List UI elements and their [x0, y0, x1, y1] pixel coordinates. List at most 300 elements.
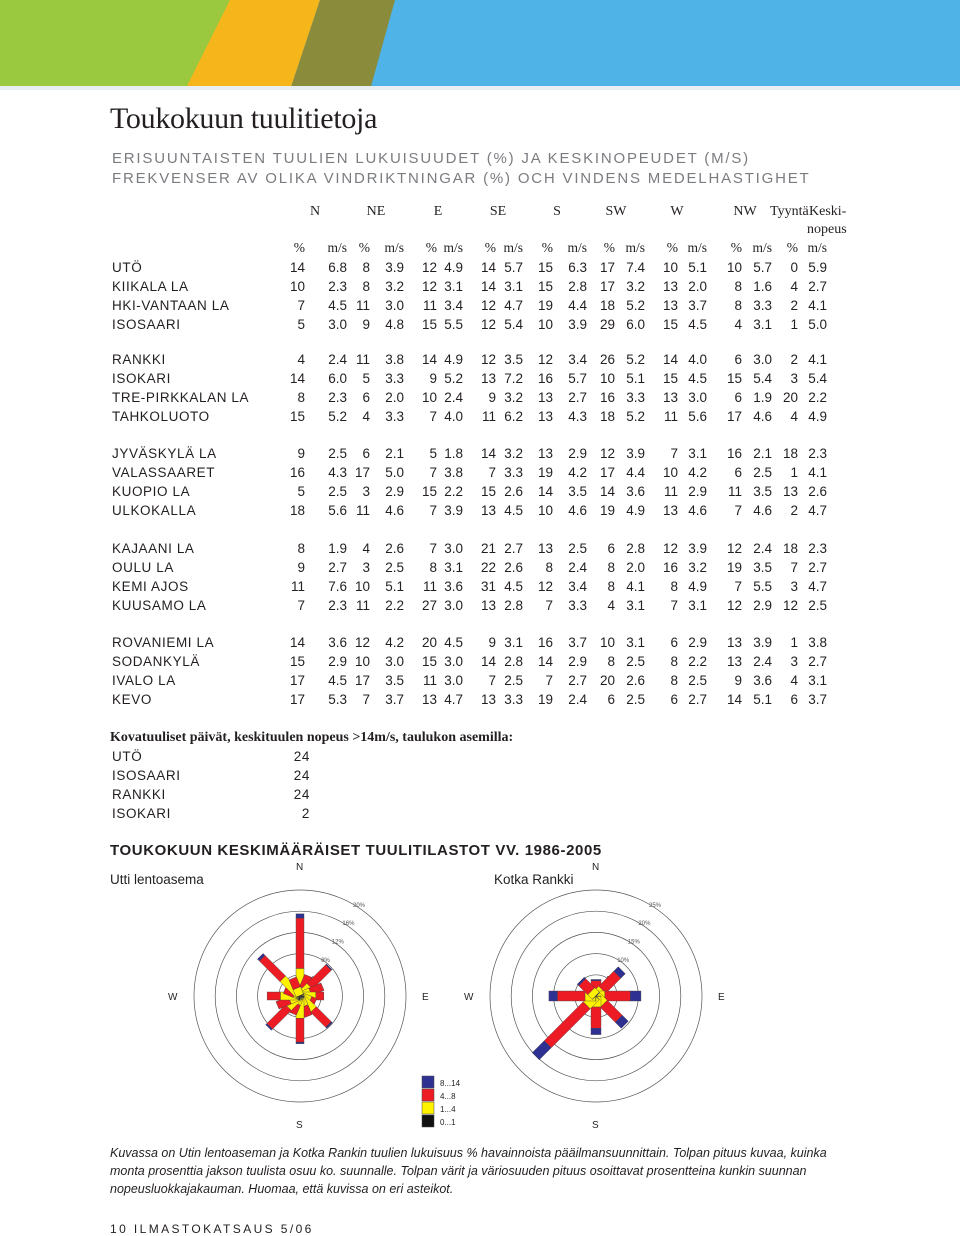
- table-cell: 8: [670, 579, 678, 594]
- table-cell: 3.8: [808, 635, 827, 650]
- storm-station: RANKKI: [112, 787, 166, 802]
- table-cell: 4: [790, 279, 798, 294]
- dir-header: W: [670, 204, 684, 219]
- table-cell: 2.5: [808, 598, 827, 613]
- table-cell: 13: [537, 541, 553, 556]
- table-cell: 18: [599, 409, 615, 424]
- table-cell: 19: [537, 692, 553, 707]
- table-cell: 13: [662, 390, 678, 405]
- table-cell: 3.9: [688, 541, 707, 556]
- table-cell: 26: [599, 352, 615, 367]
- table-cell: 5: [429, 446, 437, 461]
- table-cell: 2.5: [753, 465, 772, 480]
- table-cell: 4.9: [444, 260, 463, 275]
- table-cell: 1.9: [753, 390, 772, 405]
- compass-label: W: [168, 992, 178, 1003]
- table-cell: 5.1: [385, 579, 404, 594]
- table-cell: 6: [790, 692, 798, 707]
- table-cell: 4.4: [626, 465, 645, 480]
- table-row: [0, 484, 960, 503]
- table-cell: 6.8: [328, 260, 347, 275]
- station-name: OULU LA: [112, 560, 174, 575]
- table-row: [0, 673, 960, 692]
- table-cell: 8: [429, 560, 437, 575]
- table-cell: 12: [354, 635, 370, 650]
- station-name: KAJAANI LA: [112, 541, 195, 556]
- table-cell: 8: [670, 654, 678, 669]
- table-cell: 17: [289, 692, 305, 707]
- station-name: VALASSAARET: [112, 465, 216, 480]
- table-cell: 6.0: [626, 317, 645, 332]
- station-name: TAHKOLUOTO: [112, 409, 210, 424]
- table-cell: 17: [354, 673, 370, 688]
- station-name: KUUSAMO LA: [112, 598, 207, 613]
- table-cell: 3.6: [328, 635, 347, 650]
- table-cell: 16: [289, 465, 305, 480]
- table-cell: 13: [421, 692, 437, 707]
- table-cell: 7: [362, 692, 370, 707]
- table-row: [0, 654, 960, 673]
- unit-header: m/s: [807, 240, 827, 255]
- table-cell: 2.7: [568, 390, 587, 405]
- rose-title-kotka: Kotka Rankki: [494, 872, 574, 887]
- table-cell: 5.6: [688, 409, 707, 424]
- table-cell: 2.6: [808, 484, 827, 499]
- table-cell: 9: [488, 390, 496, 405]
- table-cell: 11: [355, 598, 370, 613]
- table-cell: 2.5: [626, 654, 645, 669]
- table-cell: 2: [790, 503, 798, 518]
- table-cell: 4.8: [385, 317, 404, 332]
- table-cell: 13: [537, 409, 553, 424]
- table-cell: 18: [599, 298, 615, 313]
- table-cell: 2.4: [568, 692, 587, 707]
- compass-label: W: [464, 992, 474, 1003]
- table-row: [0, 579, 960, 598]
- table-cell: 3.5: [504, 352, 523, 367]
- ring-label: 10%: [617, 958, 630, 965]
- table-cell: 13: [480, 692, 496, 707]
- table-cell: 10: [421, 390, 437, 405]
- table-cell: 10: [289, 279, 305, 294]
- figure-caption: Kuvassa on Utin lentoaseman ja Kotka Rankin tuulien lukuisuus % havainnoista pääilmansuunnittain. Tolpan pituus kuvaa, kuinka monta prosenttia jakson tuulista osuu ko. suunnalle. Tolpan värit ja väriosuuden pituus osoittavat prosentteina kunkin suunnan nopeusluokkajakauman. Huomaa, että kuvissa on eri asteikot.: [110, 1146, 827, 1196]
- table-cell: 2.4: [328, 352, 347, 367]
- subtitle-sv: FREKVENSER AV OLIKA VINDRIKTNINGAR (%) OCH VINDENS MEDELHASTIGHET: [112, 170, 811, 187]
- compass-label: S: [296, 1120, 303, 1131]
- table-cell: 4.2: [385, 635, 404, 650]
- table-cell: 2.7: [808, 654, 827, 669]
- rose-bar-4...8: [591, 1007, 601, 1028]
- ring-label: 12%: [331, 939, 344, 946]
- table-cell: 3.0: [385, 654, 404, 669]
- dir-header: Tyyntä: [770, 204, 809, 219]
- legend-swatch: [422, 1089, 434, 1101]
- table-cell: 21: [480, 541, 496, 556]
- table-cell: 12: [480, 317, 496, 332]
- table-cell: 3.0: [688, 390, 707, 405]
- table-cell: 8: [362, 260, 370, 275]
- table-cell: 5.2: [328, 409, 347, 424]
- table-cell: 5.2: [626, 409, 645, 424]
- table-cell: 7: [488, 465, 496, 480]
- table-row: [0, 260, 960, 279]
- table-cell: 8: [607, 560, 615, 575]
- ring-label: 25%: [649, 902, 662, 909]
- table-cell: 7: [429, 541, 437, 556]
- table-cell: 20: [421, 635, 437, 650]
- page-footer: 10 ILMASTOKATSAUS 5/06: [110, 1222, 314, 1236]
- table-cell: 2.8: [626, 541, 645, 556]
- station-name: ROVANIEMI LA: [112, 635, 215, 650]
- table-row: [0, 390, 960, 409]
- table-cell: 2.1: [385, 446, 404, 461]
- table-cell: 11: [663, 409, 678, 424]
- table-cell: 12: [537, 352, 553, 367]
- table-cell: 5.4: [753, 371, 772, 386]
- table-cell: 4: [790, 409, 798, 424]
- table-cell: 4.5: [688, 317, 707, 332]
- table-cell: 3.9: [626, 446, 645, 461]
- table-cell: 7.4: [626, 260, 645, 275]
- table-cell: 3.3: [568, 598, 587, 613]
- rose-bar-4...8: [259, 955, 285, 981]
- table-cell: 14: [726, 692, 742, 707]
- table-cell: 2.6: [626, 673, 645, 688]
- legend-label: 4...8: [440, 1092, 456, 1101]
- table-cell: 16: [599, 390, 615, 405]
- table-cell: 2.7: [504, 541, 523, 556]
- table-cell: 4.1: [808, 465, 827, 480]
- table-cell: 2.2: [808, 390, 827, 405]
- table-cell: 19: [537, 465, 553, 480]
- table-cell: 0: [790, 260, 798, 275]
- roses-section-title: TOUKOKUUN KESKIMÄÄRÄISET TUULITILASTOT VV. 1986-2005: [110, 842, 602, 859]
- table-cell: 3.8: [385, 352, 404, 367]
- table-cell: 12: [726, 541, 742, 556]
- table-cell: 5.7: [568, 371, 587, 386]
- table-cell: 3.2: [688, 560, 707, 575]
- table-cell: 13: [480, 598, 496, 613]
- table-cell: 19: [599, 503, 615, 518]
- compass-label: N: [592, 862, 600, 873]
- table-row: [0, 352, 960, 371]
- table-cell: 4.9: [688, 579, 707, 594]
- table-cell: 15: [480, 484, 496, 499]
- storm-day-row: [112, 749, 332, 764]
- table-cell: 3.3: [385, 409, 404, 424]
- table-cell: 4.6: [688, 503, 707, 518]
- table-cell: 10: [726, 260, 742, 275]
- compass-label: S: [592, 1120, 599, 1131]
- table-cell: 3.7: [688, 298, 707, 313]
- table-cell: 4.0: [688, 352, 707, 367]
- table-cell: 4: [362, 409, 370, 424]
- compass-label: N: [296, 862, 304, 873]
- table-cell: 3.1: [808, 673, 827, 688]
- table-cell: 7: [670, 598, 678, 613]
- table-cell: 2.5: [504, 673, 523, 688]
- table-row: [0, 635, 960, 654]
- table-cell: 7: [790, 560, 798, 575]
- table-row: [0, 298, 960, 317]
- table-cell: 3.9: [385, 260, 404, 275]
- table-cell: 2.4: [753, 541, 772, 556]
- ring-label: 8%: [321, 958, 330, 965]
- table-cell: 14: [480, 260, 496, 275]
- table-cell: 4: [297, 352, 305, 367]
- table-cell: 3: [790, 654, 798, 669]
- ring-label: 20%: [353, 902, 366, 909]
- table-cell: 7: [429, 503, 437, 518]
- table-cell: 22: [480, 560, 496, 575]
- table-cell: 14: [537, 654, 553, 669]
- table-cell: 17: [289, 673, 305, 688]
- table-cell: 14: [421, 352, 437, 367]
- station-name: KEMI AJOS: [112, 579, 189, 594]
- table-cell: 8: [545, 560, 553, 575]
- table-cell: 15: [421, 317, 437, 332]
- table-cell: 5.2: [626, 352, 645, 367]
- table-cell: 2.9: [753, 598, 772, 613]
- table-row: [0, 317, 960, 336]
- table-cell: 6.3: [568, 260, 587, 275]
- table-cell: 3.3: [504, 465, 523, 480]
- table-cell: 4.7: [808, 503, 827, 518]
- table-cell: 4.1: [808, 352, 827, 367]
- table-cell: 4.9: [808, 409, 827, 424]
- table-cell: 4.2: [688, 465, 707, 480]
- header-banner: [0, 0, 960, 90]
- table-cell: 6: [362, 446, 370, 461]
- table-cell: 3.1: [444, 279, 463, 294]
- unit-header: m/s: [327, 240, 347, 255]
- storm-station: ISOSAARI: [112, 768, 181, 783]
- table-cell: 3.0: [753, 352, 772, 367]
- unit-header: %: [541, 240, 553, 255]
- table-row: [0, 692, 960, 711]
- table-cell: 4.5: [328, 298, 347, 313]
- unit-header: %: [484, 240, 496, 255]
- legend-swatch: [422, 1102, 434, 1114]
- table-cell: 10: [354, 654, 370, 669]
- table-cell: 2.2: [385, 598, 404, 613]
- table-cell: 2.5: [568, 541, 587, 556]
- storm-days-value: 24: [293, 749, 310, 764]
- table-cell: 2.5: [385, 560, 404, 575]
- table-cell: 7: [297, 298, 305, 313]
- table-cell: 6: [670, 692, 678, 707]
- table-cell: 3.5: [753, 484, 772, 499]
- table-cell: 15: [421, 484, 437, 499]
- table-cell: 12: [662, 541, 678, 556]
- table-cell: 2.8: [504, 598, 523, 613]
- table-cell: 3.3: [626, 390, 645, 405]
- table-cell: 7: [545, 673, 553, 688]
- table-cell: 13: [480, 371, 496, 386]
- table-row: [0, 503, 960, 522]
- table-cell: 3.5: [385, 673, 404, 688]
- rose-bar-4...8: [267, 992, 280, 1000]
- station-name: UTÖ: [112, 260, 143, 275]
- table-row: [0, 371, 960, 390]
- table-row: [0, 409, 960, 428]
- table-cell: 7: [734, 503, 742, 518]
- table-cell: 16: [537, 371, 553, 386]
- table-cell: 13: [662, 503, 678, 518]
- table-cell: 10: [537, 503, 553, 518]
- table-cell: 4.5: [444, 635, 463, 650]
- table-cell: 5.1: [626, 371, 645, 386]
- table-cell: 2.4: [753, 654, 772, 669]
- station-name: ISOKARI: [112, 371, 171, 386]
- rose-bar-8...14: [549, 991, 557, 1001]
- station-name: KIIKALA LA: [112, 279, 189, 294]
- unit-header: %: [786, 240, 798, 255]
- unit-header: m/s: [384, 240, 404, 255]
- table-cell: 17: [599, 260, 615, 275]
- table-cell: 9: [488, 635, 496, 650]
- table-cell: 10: [662, 260, 678, 275]
- table-cell: 8: [734, 298, 742, 313]
- table-cell: 3.0: [385, 298, 404, 313]
- table-cell: 4.9: [626, 503, 645, 518]
- table-cell: 13: [726, 654, 742, 669]
- table-cell: 3.4: [444, 298, 463, 313]
- table-cell: 7: [429, 409, 437, 424]
- storm-days-value: 24: [293, 768, 310, 783]
- table-cell: 1.8: [444, 446, 463, 461]
- table-cell: 7: [545, 598, 553, 613]
- table-cell: 11: [355, 352, 370, 367]
- storm-days-value: 2: [301, 806, 310, 821]
- table-cell: 15: [537, 279, 553, 294]
- station-name: JYVÄSKYLÄ LA: [112, 446, 217, 461]
- table-cell: 3.6: [626, 484, 645, 499]
- table-cell: 3: [790, 579, 798, 594]
- storm-days-title: Kovatuuliset päivät, keskituulen nopeus >14m/s, taulukon asemilla:: [110, 730, 514, 745]
- table-cell: 6.0: [328, 371, 347, 386]
- table-cell: 7.6: [328, 579, 347, 594]
- table-cell: 9: [362, 317, 370, 332]
- table-cell: 3.6: [444, 579, 463, 594]
- table-cell: 2.7: [808, 560, 827, 575]
- table-cell: 5.4: [808, 371, 827, 386]
- station-name: KUOPIO LA: [112, 484, 191, 499]
- unit-header: %: [730, 240, 742, 255]
- table-cell: 4.5: [504, 503, 523, 518]
- table-cell: 2.3: [808, 541, 827, 556]
- table-cell: 3.9: [753, 635, 772, 650]
- table-cell: 2.3: [808, 446, 827, 461]
- compass-label: E: [422, 992, 429, 1003]
- table-cell: 2.5: [688, 673, 707, 688]
- table-cell: 8: [734, 279, 742, 294]
- table-cell: 15: [421, 654, 437, 669]
- dir-header: NE: [366, 204, 386, 219]
- table-cell: 2.9: [568, 446, 587, 461]
- table-cell: 2: [790, 298, 798, 313]
- unit-header: %: [293, 240, 305, 255]
- legend-swatch: [422, 1076, 434, 1088]
- table-cell: 3.3: [504, 692, 523, 707]
- table-cell: 4.0: [444, 409, 463, 424]
- station-name: ULKOKALLA: [112, 503, 197, 518]
- table-cell: 11: [663, 484, 678, 499]
- table-cell: 5.9: [808, 260, 827, 275]
- table-cell: 15: [289, 654, 305, 669]
- table-cell: 13: [537, 446, 553, 461]
- table-cell: 3.1: [504, 279, 523, 294]
- table-cell: 3.1: [626, 598, 645, 613]
- table-cell: 2.0: [688, 279, 707, 294]
- table-cell: 4.6: [568, 503, 587, 518]
- table-cell: 4.7: [808, 579, 827, 594]
- table-cell: 3.8: [444, 465, 463, 480]
- table-cell: 3: [790, 371, 798, 386]
- station-name: HKI-VANTAAN LA: [112, 298, 230, 313]
- storm-station: ISOKARI: [112, 806, 171, 821]
- table-cell: 6: [362, 390, 370, 405]
- rose-bar-8...14: [591, 979, 601, 980]
- table-cell: 3.0: [444, 654, 463, 669]
- table-cell: 2.8: [568, 279, 587, 294]
- table-cell: 7: [429, 465, 437, 480]
- rose-bar-4...8: [544, 1002, 590, 1048]
- table-cell: 4: [362, 541, 370, 556]
- table-row: [0, 598, 960, 617]
- table-cell: 4.5: [504, 579, 523, 594]
- table-cell: 2.2: [688, 654, 707, 669]
- storm-station: UTÖ: [112, 749, 143, 764]
- table-cell: 18: [289, 503, 305, 518]
- mean-header-2: nopeus: [807, 222, 847, 237]
- table-row: [0, 541, 960, 560]
- table-cell: 7.2: [504, 371, 523, 386]
- table-cell: 3.5: [568, 484, 587, 499]
- table-cell: 9: [297, 446, 305, 461]
- table-cell: 11: [727, 484, 742, 499]
- table-cell: 3.9: [444, 503, 463, 518]
- table-cell: 12: [726, 598, 742, 613]
- table-cell: 5: [362, 371, 370, 386]
- table-cell: 2.5: [328, 484, 347, 499]
- table-cell: 2.9: [568, 654, 587, 669]
- table-cell: 2.1: [753, 446, 772, 461]
- table-cell: 19: [726, 560, 742, 575]
- table-cell: 2.3: [328, 598, 347, 613]
- unit-header: %: [603, 240, 615, 255]
- compass-label: E: [718, 992, 725, 1003]
- unit-header: m/s: [625, 240, 645, 255]
- table-cell: 3.5: [753, 560, 772, 575]
- legend-label: 1...4: [440, 1105, 456, 1114]
- table-cell: 4.6: [753, 503, 772, 518]
- table-cell: 16: [726, 446, 742, 461]
- table-cell: 3.9: [568, 317, 587, 332]
- table-cell: 2.3: [328, 279, 347, 294]
- table-cell: 3.3: [753, 298, 772, 313]
- rose-bar-4...8: [296, 918, 304, 968]
- table-cell: 19: [537, 298, 553, 313]
- table-cell: 14: [599, 484, 615, 499]
- table-cell: 4.5: [328, 673, 347, 688]
- legend-label: 8...14: [440, 1079, 461, 1088]
- station-name: TRE-PIRKKALAN LA: [112, 390, 250, 405]
- table-cell: 6: [734, 390, 742, 405]
- table-row: [0, 446, 960, 465]
- table-cell: 14: [662, 352, 678, 367]
- table-cell: 3.7: [808, 692, 827, 707]
